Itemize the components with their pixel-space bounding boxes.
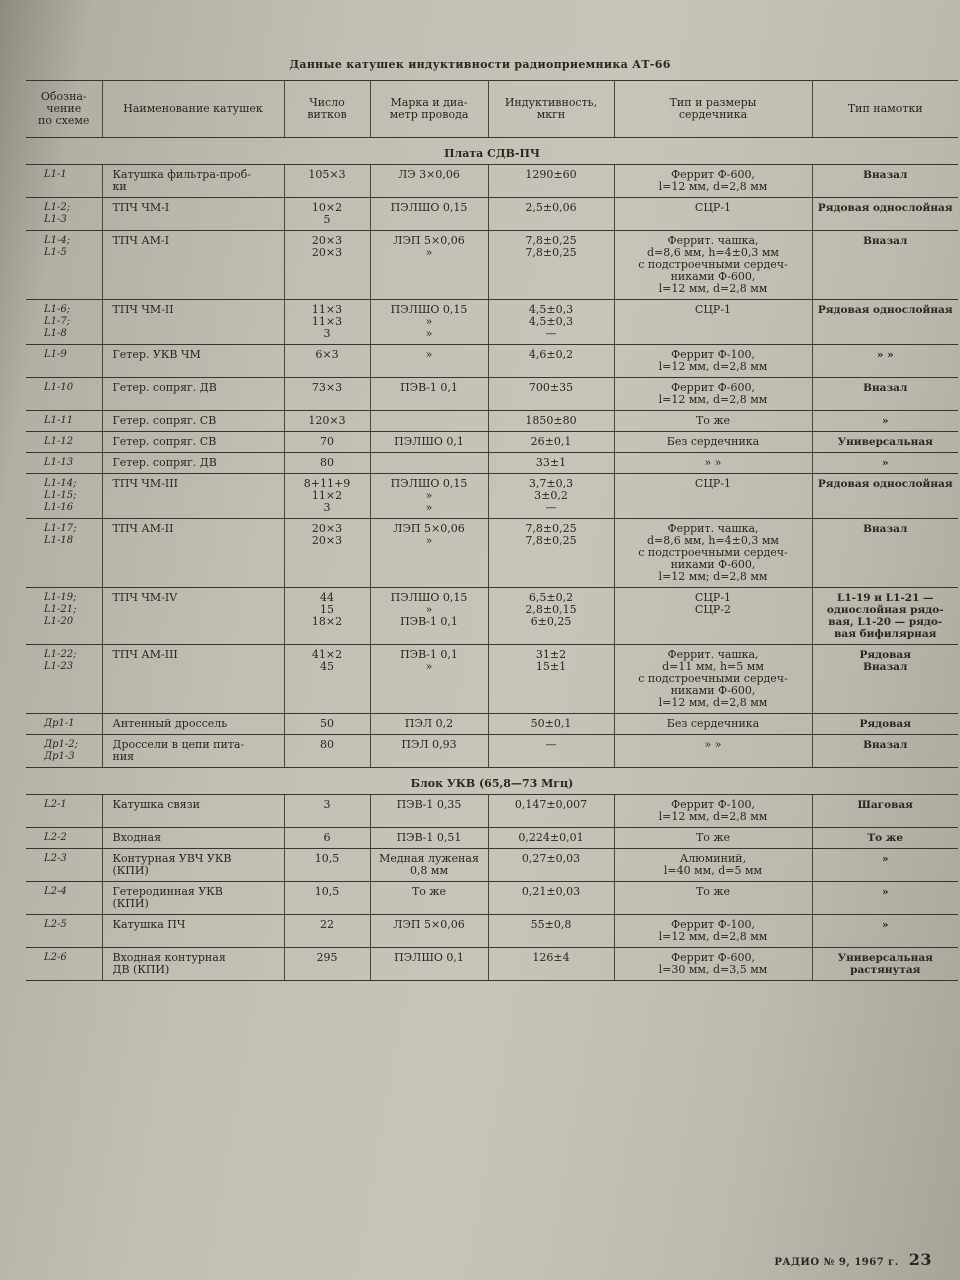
- cell-turns: 105×3: [284, 165, 370, 198]
- cell-inductance: 55±0,8: [488, 915, 614, 948]
- cell-core: Феррит Ф-600, l=30 мм, d=3,5 мм: [614, 948, 812, 981]
- table-row: [26, 588, 958, 645]
- table-row: [26, 231, 958, 300]
- cell-name: Гетер. УКВ ЧМ: [102, 345, 284, 378]
- cell-turns: 70: [284, 432, 370, 453]
- cell-name: Катушка связи: [102, 795, 284, 828]
- cell-winding: »: [812, 882, 958, 915]
- cell-name: Входная контурная ДВ (КПИ): [102, 948, 284, 981]
- cell-name: ТПЧ ЧМ-IV: [102, 588, 284, 645]
- cell-name: Дроссели в цепи пита- ния: [102, 735, 284, 768]
- cell-winding: Вназал: [812, 735, 958, 768]
- cell-turns: 41×2 45: [284, 645, 370, 714]
- table-row: [26, 948, 958, 981]
- cell-turns: 80: [284, 453, 370, 474]
- cell-wire: То же: [370, 882, 488, 915]
- cell-wire: ЛЭП 5×0,06 »: [370, 519, 488, 588]
- cell-core: Алюминий, l=40 мм, d=5 мм: [614, 849, 812, 882]
- cell-inductance: 1850±80: [488, 411, 614, 432]
- cell-inductance: 0,224±0,01: [488, 828, 614, 849]
- table-row: [26, 432, 958, 453]
- cell-name: Контурная УВЧ УКВ (КПИ): [102, 849, 284, 882]
- table-header-row: [26, 81, 958, 138]
- section-header: [26, 138, 958, 165]
- coil-data-table: [26, 80, 958, 981]
- cell-name: ТПЧ ЧМ-I: [102, 198, 284, 231]
- table-body: [26, 138, 958, 981]
- cell-designation: L1-1: [26, 165, 102, 198]
- cell-turns: 295: [284, 948, 370, 981]
- cell-designation: L1-19; L1-21; L1-20: [26, 588, 102, 645]
- cell-name: ТПЧ ЧМ-III: [102, 474, 284, 519]
- cell-core: Феррит Ф-100, l=12 мм, d=2,8 мм: [614, 795, 812, 828]
- cell-winding: »: [812, 849, 958, 882]
- cell-designation: L2-3: [26, 849, 102, 882]
- header-winding: Тип намотки: [812, 81, 958, 138]
- header-name: Наименование катушек: [102, 81, 284, 138]
- cell-turns: 22: [284, 915, 370, 948]
- cell-designation: L1-12: [26, 432, 102, 453]
- table-row: [26, 915, 958, 948]
- cell-wire: ПЭВ-1 0,35: [370, 795, 488, 828]
- cell-turns: 10,5: [284, 849, 370, 882]
- cell-winding: Рядовая: [812, 714, 958, 735]
- cell-designation: L1-14; L1-15; L1-16: [26, 474, 102, 519]
- footer-journal: РАДИО № 9, 1967 г.: [774, 1257, 899, 1268]
- table-row: [26, 882, 958, 915]
- cell-winding: L1-19 и L1-21 — однослойная рядо- вая, L1-20 — рядо- вая бифилярная: [812, 588, 958, 645]
- cell-wire: ЛЭ 3×0,06: [370, 165, 488, 198]
- cell-core: Феррит Ф-600, l=12 мм, d=2,8 мм: [614, 165, 812, 198]
- cell-inductance: 50±0,1: [488, 714, 614, 735]
- cell-winding: Вназал: [812, 519, 958, 588]
- cell-inductance: 3,7±0,3 3±0,2 —: [488, 474, 614, 519]
- cell-core: Феррит Ф-600, l=12 мм, d=2,8 мм: [614, 378, 812, 411]
- cell-winding: »: [812, 453, 958, 474]
- cell-inductance: 7,8±0,25 7,8±0,25: [488, 231, 614, 300]
- cell-designation: L1-10: [26, 378, 102, 411]
- cell-designation: L1-4; L1-5: [26, 231, 102, 300]
- cell-designation: L1-9: [26, 345, 102, 378]
- cell-name: Гетер. сопряг. СВ: [102, 432, 284, 453]
- cell-core: То же: [614, 411, 812, 432]
- cell-name: ТПЧ ЧМ-II: [102, 300, 284, 345]
- cell-inductance: 4,5±0,3 4,5±0,3 —: [488, 300, 614, 345]
- cell-inductance: 0,27±0,03: [488, 849, 614, 882]
- cell-core: Феррит Ф-100, l=12 мм, d=2,8 мм: [614, 915, 812, 948]
- cell-turns: 50: [284, 714, 370, 735]
- table-row: [26, 645, 958, 714]
- cell-inductance: 2,5±0,06: [488, 198, 614, 231]
- cell-turns: 11×3 11×3 3: [284, 300, 370, 345]
- cell-wire: Медная луженая 0,8 мм: [370, 849, 488, 882]
- cell-name: ТПЧ АМ-II: [102, 519, 284, 588]
- cell-turns: 10×2 5: [284, 198, 370, 231]
- cell-core: Феррит. чашка, d=8,6 мм, h=4±0,3 мм с подстроечными сердеч- никами Ф-600, l=12 мм; d=2,8 мм: [614, 519, 812, 588]
- cell-designation: L1-13: [26, 453, 102, 474]
- cell-inductance: 26±0,1: [488, 432, 614, 453]
- cell-name: Входная: [102, 828, 284, 849]
- table-row: [26, 474, 958, 519]
- cell-turns: 6: [284, 828, 370, 849]
- cell-core: Без сердечника: [614, 432, 812, 453]
- cell-inductance: —: [488, 735, 614, 768]
- table-row: [26, 735, 958, 768]
- cell-core: Феррит. чашка, d=8,6 мм, h=4±0,3 мм с подстроечными сердеч- никами Ф-600, l=12 мм, d=2,8 мм: [614, 231, 812, 300]
- table-row: [26, 345, 958, 378]
- cell-wire: ПЭЛ 0,93: [370, 735, 488, 768]
- table-row: [26, 849, 958, 882]
- cell-inductance: 700±35: [488, 378, 614, 411]
- cell-turns: 44 15 18×2: [284, 588, 370, 645]
- table-row: [26, 453, 958, 474]
- cell-turns: 120×3: [284, 411, 370, 432]
- table-title: Данные катушек индуктивности радиоприемника АТ-66: [289, 58, 671, 71]
- cell-turns: 6×3: [284, 345, 370, 378]
- cell-winding: Вназал: [812, 378, 958, 411]
- cell-wire: ПЭЛ 0,2: [370, 714, 488, 735]
- cell-winding: Универсальная растянутая: [812, 948, 958, 981]
- cell-inductance: 7,8±0,25 7,8±0,25: [488, 519, 614, 588]
- cell-name: Гетер. сопряг. ДВ: [102, 378, 284, 411]
- cell-wire: ПЭЛШО 0,15 » »: [370, 300, 488, 345]
- cell-designation: L2-1: [26, 795, 102, 828]
- cell-inductance: 33±1: [488, 453, 614, 474]
- cell-wire: ПЭЛШО 0,15: [370, 198, 488, 231]
- cell-core: СЦР-1: [614, 198, 812, 231]
- cell-core: Феррит. чашка, d=11 мм, h=5 мм с подстроечными сердеч- никами Ф-600, l=12 мм, d=2,8 мм: [614, 645, 812, 714]
- cell-turns: 10,5: [284, 882, 370, 915]
- cell-wire: »: [370, 345, 488, 378]
- cell-turns: 73×3: [284, 378, 370, 411]
- cell-designation: L1-6; L1-7; L1-8: [26, 300, 102, 345]
- cell-winding: Вназал: [812, 165, 958, 198]
- cell-core: Без сердечника: [614, 714, 812, 735]
- cell-winding: Рядовая однослойная: [812, 300, 958, 345]
- table-row: [26, 165, 958, 198]
- header-wire: Марка и диа- метр провода: [370, 81, 488, 138]
- cell-winding: Шаговая: [812, 795, 958, 828]
- cell-wire: ПЭЛШО 0,15 » »: [370, 474, 488, 519]
- cell-core: То же: [614, 828, 812, 849]
- section-title: Блок УКВ (65,8—73 Мгц): [26, 768, 958, 795]
- cell-winding: » »: [812, 345, 958, 378]
- cell-winding: »: [812, 915, 958, 948]
- cell-designation: L1-22; L1-23: [26, 645, 102, 714]
- cell-inductance: 0,21±0,03: [488, 882, 614, 915]
- cell-designation: L2-2: [26, 828, 102, 849]
- cell-wire: ПЭЛШО 0,15 » ПЭВ-1 0,1: [370, 588, 488, 645]
- cell-turns: 3: [284, 795, 370, 828]
- cell-winding: Вназал: [812, 231, 958, 300]
- cell-designation: L2-5: [26, 915, 102, 948]
- cell-name: Гетер. сопряг. СВ: [102, 411, 284, 432]
- header-designation: Обозна- чение по схеме: [26, 81, 102, 138]
- cell-designation: L2-6: [26, 948, 102, 981]
- cell-core: Феррит Ф-100, l=12 мм, d=2,8 мм: [614, 345, 812, 378]
- cell-designation: L1-2; L1-3: [26, 198, 102, 231]
- table-row: [26, 519, 958, 588]
- cell-wire: ПЭЛШО 0,1: [370, 432, 488, 453]
- table-row: [26, 198, 958, 231]
- cell-turns: 8+11+9 11×2 3: [284, 474, 370, 519]
- cell-designation: Др1-2; Др1-3: [26, 735, 102, 768]
- cell-turns: 20×3 20×3: [284, 519, 370, 588]
- cell-designation: Др1-1: [26, 714, 102, 735]
- cell-inductance: 0,147±0,007: [488, 795, 614, 828]
- cell-core: СЦР-1: [614, 300, 812, 345]
- page-number: 23: [908, 1250, 932, 1269]
- section-title: Плата СДВ-ПЧ: [26, 138, 958, 165]
- cell-wire: ЛЭП 5×0,06: [370, 915, 488, 948]
- cell-winding: Универсальная: [812, 432, 958, 453]
- table-row: [26, 300, 958, 345]
- cell-wire: ПЭВ-1 0,1 »: [370, 645, 488, 714]
- cell-inductance: 6,5±0,2 2,8±0,15 6±0,25: [488, 588, 614, 645]
- cell-turns: 80: [284, 735, 370, 768]
- cell-wire: [370, 453, 488, 474]
- cell-name: ТПЧ АМ-III: [102, 645, 284, 714]
- header-turns: Число витков: [284, 81, 370, 138]
- cell-name: Катушка ПЧ: [102, 915, 284, 948]
- cell-core: СЦР-1 СЦР-2: [614, 588, 812, 645]
- cell-winding: Рядовая Вназал: [812, 645, 958, 714]
- cell-name: ТПЧ АМ-I: [102, 231, 284, 300]
- cell-winding: Рядовая однослойная: [812, 474, 958, 519]
- cell-inductance: 31±2 15±1: [488, 645, 614, 714]
- table-row: [26, 714, 958, 735]
- cell-wire: ЛЭП 5×0,06 »: [370, 231, 488, 300]
- header-inductance: Индуктивность, мкгн: [488, 81, 614, 138]
- cell-winding: То же: [812, 828, 958, 849]
- cell-designation: L2-4: [26, 882, 102, 915]
- cell-core: То же: [614, 882, 812, 915]
- table-row: [26, 378, 958, 411]
- cell-wire: [370, 411, 488, 432]
- page-footer: [774, 1250, 932, 1269]
- header-core: Тип и размеры сердечника: [614, 81, 812, 138]
- cell-wire: ПЭВ-1 0,51: [370, 828, 488, 849]
- cell-name: Гетер. сопряг. ДВ: [102, 453, 284, 474]
- cell-name: Гетеродинная УКВ (КПИ): [102, 882, 284, 915]
- cell-designation: L1-11: [26, 411, 102, 432]
- cell-core: СЦР-1: [614, 474, 812, 519]
- cell-winding: »: [812, 411, 958, 432]
- cell-wire: ПЭВ-1 0,1: [370, 378, 488, 411]
- cell-name: Антенный дроссель: [102, 714, 284, 735]
- cell-winding: Рядовая однослойная: [812, 198, 958, 231]
- cell-name: Катушка фильтра-проб- ки: [102, 165, 284, 198]
- cell-inductance: 4,6±0,2: [488, 345, 614, 378]
- cell-designation: L1-17; L1-18: [26, 519, 102, 588]
- section-header: [26, 768, 958, 795]
- cell-core: » »: [614, 453, 812, 474]
- cell-inductance: 1290±60: [488, 165, 614, 198]
- table-row: [26, 828, 958, 849]
- cell-turns: 20×3 20×3: [284, 231, 370, 300]
- table-row: [26, 795, 958, 828]
- cell-core: » »: [614, 735, 812, 768]
- table-row: [26, 411, 958, 432]
- cell-wire: ПЭЛШО 0,1: [370, 948, 488, 981]
- cell-inductance: 126±4: [488, 948, 614, 981]
